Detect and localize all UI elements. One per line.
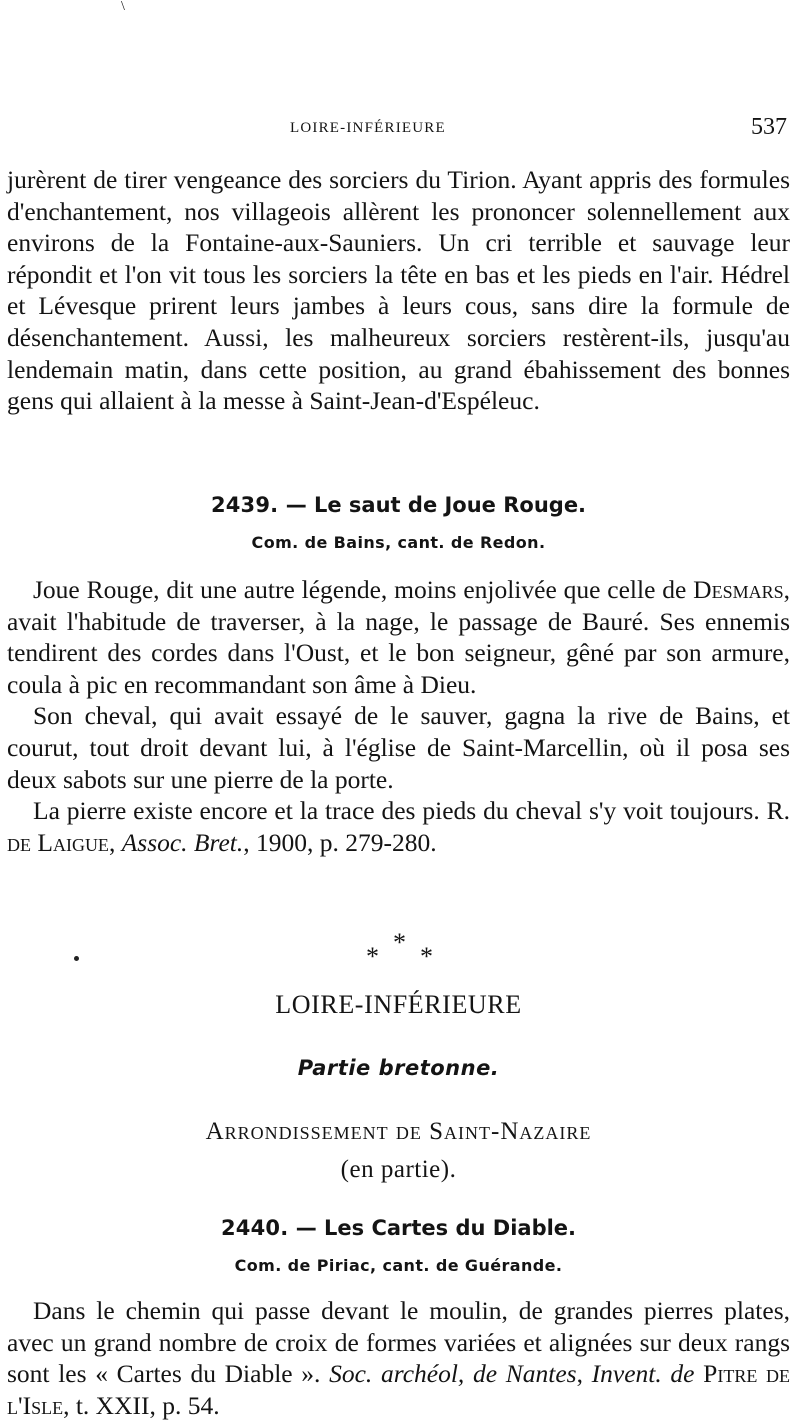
separator — [694, 1359, 703, 1388]
entry-number: 2439. — [210, 493, 279, 517]
entry-number: 2440. — [220, 1216, 289, 1240]
entry-location-2439: Com. de Bains, cant. de Redon. — [251, 533, 546, 552]
author-name: de Laigue — [7, 827, 109, 857]
source-title: Soc. archéol, de Nantes — [329, 1359, 577, 1389]
paragraph-text: La pierre existe encore et la trace des pieds du cheval s'y voit toujours. R. — [33, 796, 790, 826]
separator: , — [576, 1359, 592, 1389]
asterisk: * — [366, 942, 379, 971]
paragraph-text: Joue Rouge, dit une autre légende, moins enjolivée que celle de — [33, 575, 694, 604]
arrondissement-note: (en partie). — [340, 1156, 457, 1183]
entry-paragraph-1 — [7, 1295, 790, 1421]
entry-body-2439 — [7, 574, 790, 858]
asterisk: * — [393, 928, 406, 957]
entry-dash: — — [295, 1216, 317, 1240]
entry-location-2440: Com. de Piriac, cant. de Guérande. — [234, 1256, 563, 1275]
stray-mark: \ — [121, 0, 125, 14]
running-title: LOIRE-INFÉRIEURE — [290, 120, 446, 136]
person-name: Desmars — [693, 575, 784, 604]
ink-dot — [74, 956, 79, 961]
entry-paragraph-2: Son cheval, qui avait essayé de le sauver, gagna la rive de Bains, et courut, tout droit devant lui, à l'église de Saint-Marcellin, où il posa ses deux sabots sur une pierre de la porte. — [7, 701, 790, 794]
source-title: Assoc. Bret. — [121, 827, 244, 857]
paragraph-text: jurèrent de tirer vengeance des sorciers du Tirion. Ayant appris des formules d'enchantement, nos villageois allèrent les prononcer solennellement aux environs de la Fontaine-aux-Sauniers. Un cri terrible et sauvage leur répondit et l'on vit tous les sorciers la tête en bas et les pieds en l'air. Hédrel et Lévesque prirent leurs jambes à leurs cous, sans dire la formule de désenchantement. Aussi, les malheureux sorciers restèrent-ils, jusqu'au lendemain matin, dans cette position, au grand ébahissement des bonnes gens qui allaient à la messe à Saint-Jean-d'Espéleuc. — [7, 165, 790, 416]
source-reference: , t. XXII, p. 54. — [63, 1390, 220, 1420]
entry-title: Les Cartes du Diable. — [324, 1216, 577, 1240]
author-name: Pitre de l'Isle — [7, 1359, 791, 1420]
entry-body-2440 — [7, 1295, 790, 1421]
section-subtitle: Partie bretonne. — [297, 1056, 500, 1080]
running-header — [0, 114, 797, 144]
separator: , — [108, 827, 122, 857]
section-title: LOIRE-INFÉRIEURE — [275, 990, 522, 1019]
entry-dash: — — [285, 493, 307, 517]
entry-paragraph-3 — [7, 795, 790, 858]
paragraph-text: Dans le chemin qui passe devant le moulin, de grandes pierres plates, avec un grand nombre de croix de formes variées et alignées sur deux rangs sont les « Cartes du Diable ». — [7, 1296, 790, 1389]
asterism — [360, 928, 440, 971]
entry-heading-2439 — [0, 493, 797, 517]
inventory-label: Invent. de — [591, 1359, 695, 1389]
asterisk: * — [420, 942, 433, 971]
entry-heading-2440 — [0, 1216, 797, 1240]
entry-paragraph-1 — [7, 574, 790, 700]
page-number: 537 — [751, 114, 787, 140]
source-reference: , 1900, p. 279-280. — [243, 827, 437, 857]
paragraph-text: , avait l'habitude de traverser, à la nage, le passage de Bauré. Ses ennemis tendirent des cordes dans l'Oust, et le bon seigneur, gêné par son armure, coula à pic en recommandant son âme à Dieu. — [7, 575, 790, 699]
arrondissement-heading: Arrondissement de Saint-Nazaire — [205, 1118, 592, 1145]
continued-paragraph — [7, 164, 790, 417]
entry-title: Le saut de Joue Rouge. — [314, 493, 587, 517]
